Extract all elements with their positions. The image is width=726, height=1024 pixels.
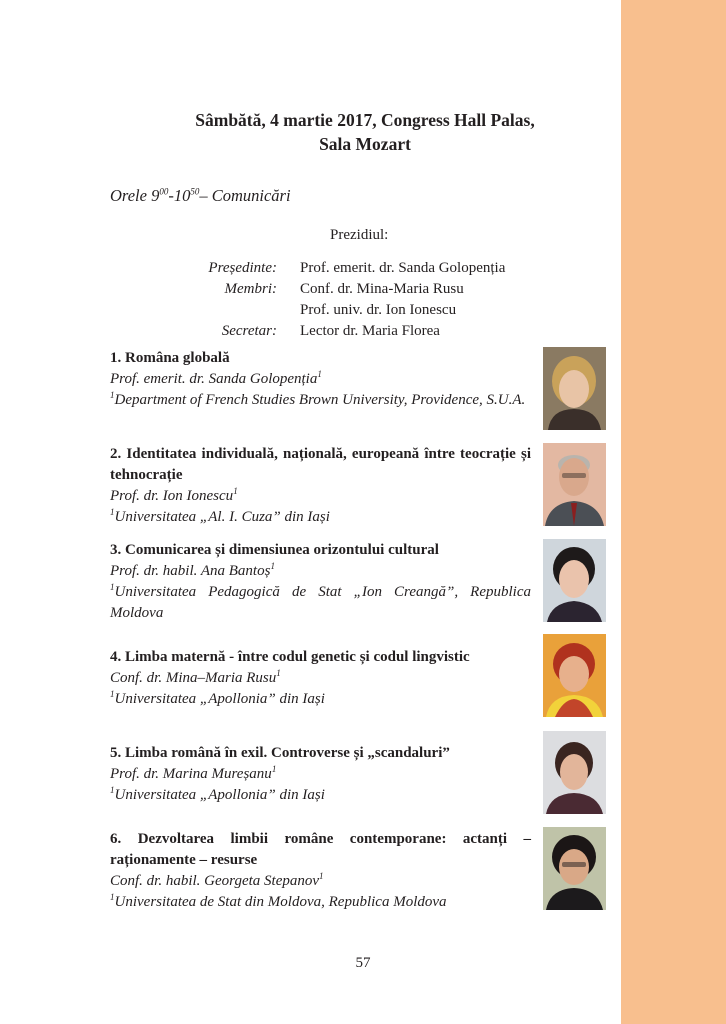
members-label: Membri:: [224, 281, 277, 297]
side-color-band: [621, 0, 726, 1024]
talk-affiliation: [110, 582, 531, 624]
talk-entry: [110, 348, 531, 411]
talk-author: [110, 369, 531, 390]
affiliation-text: Universitatea „Apollonia” din Iași: [114, 787, 325, 803]
affiliation-text: Department of French Studies Brown University, Providence, S.U.A.: [114, 392, 526, 408]
session-text-pre: Orele 9: [110, 186, 160, 205]
portrait-photo-graphic: [543, 731, 606, 814]
footnote-mark: 1: [110, 507, 115, 517]
session-text-mid: -10: [168, 186, 191, 205]
talk-author: [110, 871, 531, 892]
author-name: Conf. dr. Mina–Maria Rusu: [110, 670, 277, 686]
author-name: Prof. dr. Marina Mureșanu: [110, 766, 272, 782]
title-line-2: Sala Mozart: [319, 134, 411, 154]
members-label-spacer: [150, 300, 277, 321]
president-name: Prof. emerit. dr. Sanda Golopenția: [300, 260, 506, 276]
footnote-mark: 1: [319, 871, 324, 881]
talk-author: [110, 561, 531, 582]
portrait-photo: [543, 539, 606, 622]
portrait-photo-graphic: [543, 827, 606, 910]
talk-title: 2. Identitatea individuală, națională, europeană între teocrație și tehnocrație: [110, 446, 531, 483]
author-name: Prof. dr. Ion Ionescu: [110, 488, 234, 504]
author-name: Prof. dr. habil. Ana Bantoș: [110, 563, 271, 579]
secretary-name: Lector dr. Maria Florea: [300, 323, 440, 339]
affiliation-text: Universitatea Pedagogică de Stat „Ion Creangă”, Republica Moldova: [110, 584, 531, 621]
footnote-mark: 1: [276, 668, 281, 678]
footnote-mark: 1: [271, 764, 277, 774]
footnote-mark: 1: [110, 582, 115, 592]
talk-affiliation: [110, 892, 531, 913]
portrait-photo: [543, 827, 606, 910]
talk-author: [110, 486, 531, 507]
portrait-photo: [543, 347, 606, 430]
secretary-label: Secretar:: [221, 323, 277, 339]
portrait-photo-graphic: [543, 443, 606, 526]
presidium-heading: Prezidiul:: [330, 227, 389, 243]
talk-title: 6. Dezvoltarea limbii române contemporane: actanți – raționamente – resurse: [110, 831, 531, 868]
footnote-mark: 1: [110, 689, 115, 699]
talk-entry: [110, 444, 531, 528]
portrait-photo: [543, 443, 606, 526]
talk-entry: [110, 743, 531, 806]
session-sup-start: 00: [159, 186, 169, 197]
talk-title: 4. Limba maternă - între codul genetic și codul lingvistic: [110, 649, 470, 665]
portrait-photo-graphic: [543, 539, 606, 622]
portrait-photo-graphic: [543, 347, 606, 430]
portrait-photo: [543, 731, 606, 814]
author-name: Conf. dr. habil. Georgeta Stepanov: [110, 873, 320, 889]
talk-title: 5. Limba română în exil. Controverse și „scandaluri”: [110, 745, 450, 761]
footnote-mark: 1: [110, 785, 115, 795]
member-name-1: Conf. dr. Mina-Maria Rusu: [300, 281, 464, 297]
page-title: [110, 108, 620, 156]
talk-affiliation: [110, 507, 531, 528]
talk-entry: [110, 540, 531, 624]
talk-affiliation: [110, 390, 531, 411]
session-sup-end: 50: [190, 186, 200, 197]
footnote-mark: 1: [317, 369, 322, 379]
page-number: 57: [355, 955, 371, 971]
presidium-names: [300, 258, 505, 342]
presidium-roles: [150, 258, 277, 342]
footnote-mark: 1: [110, 892, 115, 902]
footnote-mark: 1: [233, 486, 238, 496]
affiliation-text: Universitatea „Apollonia” din Iași: [114, 691, 325, 707]
talk-title: 3. Comunicarea și dimensiunea orizontului cultural: [110, 542, 439, 558]
talk-affiliation: [110, 785, 531, 806]
author-name: Prof. emerit. dr. Sanda Golopenția: [110, 371, 318, 387]
title-line-1: Sâmbătă, 4 martie 2017, Congress Hall Palas,: [195, 110, 535, 130]
portrait-photo-graphic: [543, 634, 606, 717]
affiliation-text: Universitatea de Stat din Moldova, Republica Moldova: [114, 894, 447, 910]
talk-title: 1. Româna globală: [110, 350, 230, 366]
portrait-photo: [543, 634, 606, 717]
footnote-mark: 1: [110, 390, 115, 400]
talk-author: [110, 668, 531, 689]
footnote-mark: 1: [270, 561, 275, 571]
talk-affiliation: [110, 689, 531, 710]
president-label: Președinte:: [208, 260, 277, 276]
member-name-2: Prof. univ. dr. Ion Ionescu: [300, 302, 457, 318]
talk-entry: [110, 829, 531, 913]
affiliation-text: Universitatea „Al. I. Cuza” din Iași: [114, 509, 330, 525]
session-text-post: – Comunicări: [199, 186, 291, 205]
talk-entry: [110, 647, 531, 710]
talk-author: [110, 764, 531, 785]
session-heading: [110, 186, 291, 206]
